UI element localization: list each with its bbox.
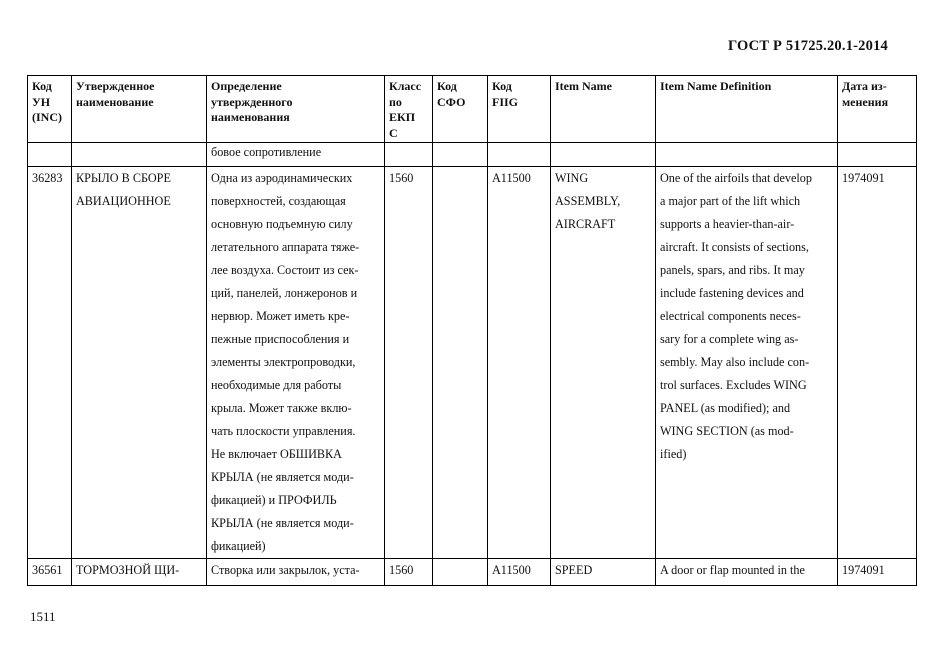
text-line: include fastening devices and xyxy=(660,286,804,300)
cell-definition-ru xyxy=(207,167,385,559)
text-line: supports a heavier-than-air- xyxy=(660,217,795,231)
cell-class: 1560 xyxy=(385,167,433,559)
header-line: FIIG xyxy=(492,94,519,109)
col-header-fiig xyxy=(488,76,551,143)
text-line: крыла. Может также вклю- xyxy=(211,401,352,415)
cell-class: 1560 xyxy=(385,559,433,586)
text-line: чать плоскости управления. xyxy=(211,424,356,438)
text-line: КРЫЛА (не является моди- xyxy=(211,516,354,530)
cell-sfo xyxy=(433,559,488,586)
text-line: основную подъемную силу xyxy=(211,217,353,231)
cell-item-name xyxy=(551,559,656,586)
table-row xyxy=(28,559,917,586)
cell-fiig: A11500 xyxy=(488,167,551,559)
text-line: AIRCRAFT xyxy=(555,217,616,231)
cell-item-name xyxy=(551,167,656,559)
text-line: необходимые для работы xyxy=(211,378,342,392)
page-number: 1511 xyxy=(30,609,56,624)
cell-date: 1974091 xyxy=(838,167,917,559)
cell-sfo xyxy=(433,167,488,559)
cell-name-ru xyxy=(72,167,207,559)
header-line: менения xyxy=(842,94,889,109)
text-line: sembly. May also include con- xyxy=(660,355,810,369)
gost-classification-table xyxy=(27,75,917,586)
header-line: Дата из- xyxy=(842,79,887,93)
text-line: Не включает ОБШИВКА xyxy=(211,447,342,461)
text-line: элементы электропроводки, xyxy=(211,355,356,369)
text-line: лее воздуха. Состоит из сек- xyxy=(211,263,359,277)
text-line: a major part of the lift which xyxy=(660,194,801,208)
header-line: СФО xyxy=(437,94,466,109)
cell-date: 1974091 xyxy=(838,559,917,586)
col-header-item-def xyxy=(656,76,838,143)
header-line: Определение xyxy=(211,79,282,93)
col-header-sfo xyxy=(433,76,488,143)
text-line: One of the airfoils that develop xyxy=(660,171,812,185)
text-line: WING xyxy=(555,171,589,185)
cell-name-ru xyxy=(72,559,207,586)
header-line: по xyxy=(389,94,402,109)
table-row xyxy=(28,167,917,559)
document-header: ГОСТ Р 51725.20.1-2014 xyxy=(727,38,888,54)
header-line: С xyxy=(389,125,398,140)
header-line: Код xyxy=(437,79,457,93)
text-line: ций, панелей, лонжеронов и xyxy=(211,286,358,300)
cell-definition-ru xyxy=(207,559,385,586)
header-line: наименования xyxy=(211,110,290,124)
text-line: aircraft. It consists of sections, xyxy=(660,240,809,254)
header-line: Item Name xyxy=(555,79,612,93)
text-line: panels, spars, and ribs. It may xyxy=(660,263,805,277)
text-line: АВИАЦИОННОЕ xyxy=(76,194,171,208)
cell-fiig: A11500 xyxy=(488,559,551,586)
text-line: trol surfaces. Excludes WING xyxy=(660,378,807,392)
continuation-definition: бовое сопротивление xyxy=(207,143,385,167)
cell-inc: 36283 xyxy=(28,167,72,559)
col-header-definition-ru xyxy=(207,76,385,143)
col-header-class xyxy=(385,76,433,143)
continuation-row xyxy=(28,143,917,167)
col-header-date xyxy=(838,76,917,143)
text-line: WING SECTION (as mod- xyxy=(660,424,794,438)
text-line: фикацией) xyxy=(211,539,266,553)
text-line: поверхностей, создающая xyxy=(211,194,346,208)
header-line: Класс xyxy=(389,79,422,93)
text-line: нервюр. Может иметь кре- xyxy=(211,309,350,323)
header-line: Код xyxy=(32,79,52,93)
header-line: (INC) xyxy=(32,110,62,124)
table-header-row xyxy=(28,76,917,143)
text-line: Одна из аэродинамических xyxy=(211,171,353,185)
text-line: Створка или закрылок, уста- xyxy=(211,563,360,577)
text-line: sary for a complete wing as- xyxy=(660,332,799,346)
text-line: ified) xyxy=(660,447,687,461)
col-header-inc xyxy=(28,76,72,143)
cell-item-def xyxy=(656,167,838,559)
header-line: утвержденного xyxy=(211,94,293,109)
cell-item-def xyxy=(656,559,838,586)
text-line: PANEL (as modified); and xyxy=(660,401,791,415)
header-line: УН xyxy=(32,94,51,109)
text-line: electrical components neces- xyxy=(660,309,801,323)
text-line: фикацией) и ПРОФИЛЬ xyxy=(211,493,337,507)
text-line: пежные приспособления и xyxy=(211,332,350,346)
text-line: A door or flap mounted in the xyxy=(660,563,805,577)
text-line: летательного аппарата тяже- xyxy=(211,240,360,254)
col-header-item-name xyxy=(551,76,656,143)
col-header-name-ru xyxy=(72,76,207,143)
text-line: ASSEMBLY, xyxy=(555,194,621,208)
text-line: SPEED xyxy=(555,563,593,577)
cell-inc: 36561 xyxy=(28,559,72,586)
text-line: КРЫЛА (не является моди- xyxy=(211,470,354,484)
text-line: КРЫЛО В СБОРЕ xyxy=(76,171,171,185)
text-line: ТОРМОЗНОЙ ЩИ- xyxy=(76,563,180,577)
header-line: Код xyxy=(492,79,512,93)
header-line: наименование xyxy=(76,94,154,109)
header-line: Утвержденное xyxy=(76,79,155,93)
header-line: ЕКП xyxy=(389,110,416,124)
header-line: Item Name Definition xyxy=(660,79,772,93)
